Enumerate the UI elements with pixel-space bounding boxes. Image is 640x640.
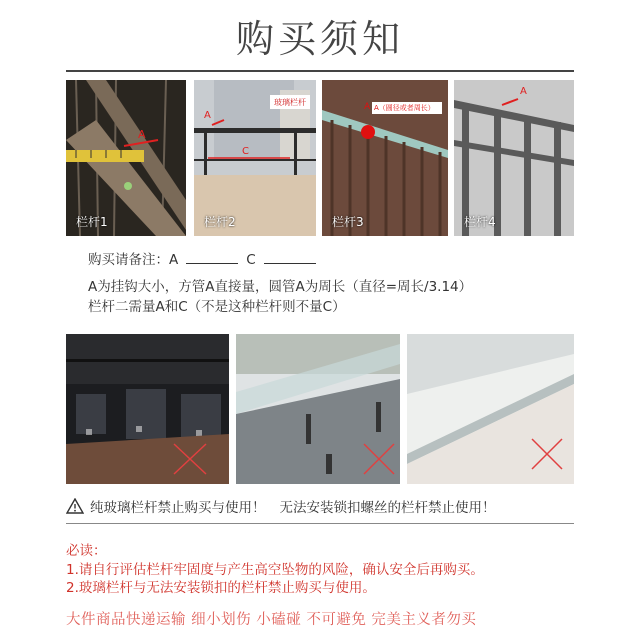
glass-railing-callout: 玻璃栏杆 xyxy=(274,98,306,107)
photo-label: 栏杆3 xyxy=(332,215,364,229)
photo-label: 栏杆4 xyxy=(464,215,496,229)
blank-a xyxy=(186,253,238,264)
diameter-callout: A（圆径或者周长） xyxy=(374,104,435,112)
note-line-1 xyxy=(88,248,324,268)
warning-icon xyxy=(66,498,84,518)
marker-a: A xyxy=(138,128,146,141)
glass-railing-photo-3 xyxy=(407,334,574,484)
marker-a: A xyxy=(520,86,527,97)
page-title: 购买须知 xyxy=(235,17,404,61)
shipping-footer-note: 大件商品快递运输 细小划伤 小磕碰 不可避免 完美主义者勿买 xyxy=(66,612,477,628)
top-divider xyxy=(66,70,574,72)
railing-photo-4 xyxy=(454,80,574,236)
marker-c: C xyxy=(242,146,249,157)
note-prefix: 购买请备注：A xyxy=(88,252,179,268)
photo-label: 栏杆2 xyxy=(204,215,236,229)
warning-text-1: 纯玻璃栏杆禁止购买与使用！ xyxy=(90,500,266,516)
note-c: C xyxy=(246,252,256,268)
note-line-3: 栏杆二需量A和C（不是这种栏杆则不量C） xyxy=(88,299,346,315)
marker-a: A xyxy=(204,110,211,121)
railing-photo-2 xyxy=(194,80,316,236)
photo-label: 栏杆1 xyxy=(76,215,108,229)
railing-photo-3 xyxy=(322,80,448,236)
must-read-item-2: 2.玻璃栏杆与无法安装锁扣的栏杆禁止购买与使用。 xyxy=(66,580,376,596)
glass-railing-photo-1 xyxy=(66,334,229,484)
blank-c xyxy=(264,253,316,264)
must-read-title: 必读： xyxy=(66,543,107,559)
railing-photo-1 xyxy=(66,80,186,236)
warning-row xyxy=(66,496,574,518)
marker-a: A xyxy=(364,102,371,112)
note-line-2: A为挂钩大小，方管A直接量，圆管A为周长（直径=周长/3.14） xyxy=(88,279,473,295)
warning-text-2: 无法安装锁扣螺丝的栏杆禁止使用！ xyxy=(279,500,496,516)
must-read-item-1: 1.请自行评估栏杆牢固度与产生高空坠物的风险，确认安全后再购买。 xyxy=(66,562,484,578)
glass-railing-photo-2 xyxy=(236,334,400,484)
section-divider xyxy=(66,523,574,524)
